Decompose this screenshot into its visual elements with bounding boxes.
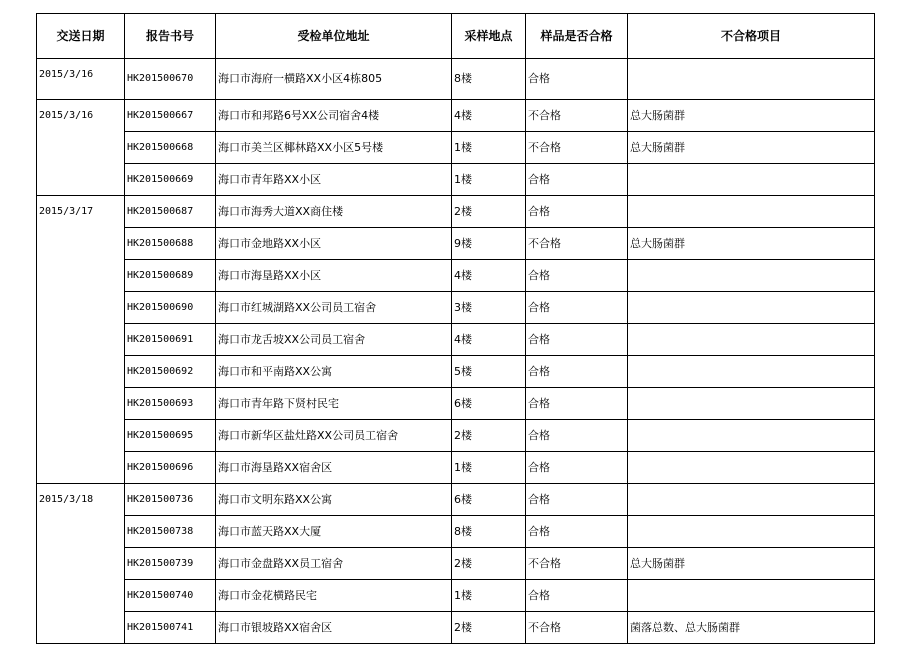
report-number-cell: HK201500692: [125, 356, 216, 388]
sampling-location-cell: 8楼: [452, 516, 526, 548]
report-number-cell: HK201500739: [125, 548, 216, 580]
table-row: [37, 228, 875, 260]
failed-items-cell: 菌落总数、总大肠菌群: [628, 612, 875, 644]
failed-items-cell: [628, 452, 875, 484]
table-row: [37, 612, 875, 644]
address-cell: 海口市金地路XX小区: [216, 228, 452, 260]
qualified-cell: 不合格: [526, 548, 628, 580]
address-cell: 海口市海秀大道XX商住楼: [216, 196, 452, 228]
address-cell: 海口市海垦路XX小区: [216, 260, 452, 292]
qualified-cell: 合格: [526, 292, 628, 324]
sampling-location-cell: 1楼: [452, 452, 526, 484]
sampling-location-cell: 2楼: [452, 612, 526, 644]
address-cell: 海口市银坡路XX宿舍区: [216, 612, 452, 644]
qualified-cell: 不合格: [526, 612, 628, 644]
sampling-location-cell: 2楼: [452, 420, 526, 452]
table-row: [37, 59, 875, 100]
qualified-cell: 合格: [526, 260, 628, 292]
qualified-cell: 合格: [526, 516, 628, 548]
address-cell: 海口市金盘路XX员工宿舍: [216, 548, 452, 580]
header-sample-qualified: 样品是否合格: [526, 14, 628, 59]
table-row: [37, 516, 875, 548]
report-number-cell: HK201500690: [125, 292, 216, 324]
failed-items-cell: [628, 388, 875, 420]
qualified-cell: 合格: [526, 59, 628, 100]
table-row: [37, 196, 875, 228]
inspection-results-table: [36, 13, 875, 644]
qualified-cell: 合格: [526, 580, 628, 612]
failed-items-cell: 总大肠菌群: [628, 100, 875, 132]
address-cell: 海口市和平南路XX公寓: [216, 356, 452, 388]
qualified-cell: 不合格: [526, 100, 628, 132]
sampling-location-cell: 6楼: [452, 388, 526, 420]
sampling-location-cell: 1楼: [452, 580, 526, 612]
report-number-cell: HK201500696: [125, 452, 216, 484]
sampling-location-cell: 4楼: [452, 324, 526, 356]
failed-items-cell: [628, 356, 875, 388]
failed-items-cell: [628, 196, 875, 228]
failed-items-cell: 总大肠菌群: [628, 132, 875, 164]
address-cell: 海口市美兰区椰林路XX小区5号楼: [216, 132, 452, 164]
header-report-number: 报告书号: [125, 14, 216, 59]
delivery-date-cell: 2015/3/16: [37, 100, 125, 196]
qualified-cell: 不合格: [526, 228, 628, 260]
sampling-location-cell: 5楼: [452, 356, 526, 388]
table-row: [37, 356, 875, 388]
report-number-cell: HK201500670: [125, 59, 216, 100]
report-number-cell: HK201500691: [125, 324, 216, 356]
header-delivery-date: 交送日期: [37, 14, 125, 59]
table-row: [37, 452, 875, 484]
table-row: [37, 548, 875, 580]
qualified-cell: 合格: [526, 452, 628, 484]
failed-items-cell: [628, 59, 875, 100]
address-cell: 海口市青年路下贤村民宅: [216, 388, 452, 420]
sampling-location-cell: 4楼: [452, 100, 526, 132]
report-number-cell: HK201500736: [125, 484, 216, 516]
sampling-location-cell: 2楼: [452, 548, 526, 580]
table-body: [37, 59, 875, 644]
failed-items-cell: [628, 484, 875, 516]
report-number-cell: HK201500741: [125, 612, 216, 644]
delivery-date-cell: 2015/3/17: [37, 196, 125, 484]
qualified-cell: 合格: [526, 420, 628, 452]
table-row: [37, 132, 875, 164]
qualified-cell: 合格: [526, 356, 628, 388]
table-row: [37, 324, 875, 356]
failed-items-cell: [628, 292, 875, 324]
report-number-cell: HK201500695: [125, 420, 216, 452]
failed-items-cell: [628, 580, 875, 612]
address-cell: 海口市蓝天路XX大厦: [216, 516, 452, 548]
delivery-date-cell: 2015/3/18: [37, 484, 125, 644]
header-sampling-location: 采样地点: [452, 14, 526, 59]
report-number-cell: HK201500738: [125, 516, 216, 548]
qualified-cell: 不合格: [526, 132, 628, 164]
address-cell: 海口市文明东路XX公寓: [216, 484, 452, 516]
failed-items-cell: 总大肠菌群: [628, 228, 875, 260]
report-number-cell: HK201500688: [125, 228, 216, 260]
failed-items-cell: 总大肠菌群: [628, 548, 875, 580]
address-cell: 海口市海府一横路XX小区4栋805: [216, 59, 452, 100]
sampling-location-cell: 2楼: [452, 196, 526, 228]
delivery-date-cell: 2015/3/16: [37, 59, 125, 100]
table-row: [37, 100, 875, 132]
address-cell: 海口市金花横路民宅: [216, 580, 452, 612]
address-cell: 海口市青年路XX小区: [216, 164, 452, 196]
address-cell: 海口市红城湖路XX公司员工宿舍: [216, 292, 452, 324]
table-row: [37, 260, 875, 292]
failed-items-cell: [628, 324, 875, 356]
failed-items-cell: [628, 516, 875, 548]
failed-items-cell: [628, 420, 875, 452]
header-failed-items: 不合格项目: [628, 14, 875, 59]
sampling-location-cell: 1楼: [452, 132, 526, 164]
sampling-location-cell: 9楼: [452, 228, 526, 260]
qualified-cell: 合格: [526, 484, 628, 516]
report-number-cell: HK201500668: [125, 132, 216, 164]
report-number-cell: HK201500669: [125, 164, 216, 196]
header-inspected-address: 受检单位地址: [216, 14, 452, 59]
report-number-cell: HK201500667: [125, 100, 216, 132]
report-number-cell: HK201500740: [125, 580, 216, 612]
address-cell: 海口市龙舌坡XX公司员工宿舍: [216, 324, 452, 356]
qualified-cell: 合格: [526, 164, 628, 196]
sampling-location-cell: 4楼: [452, 260, 526, 292]
table-row: [37, 164, 875, 196]
failed-items-cell: [628, 260, 875, 292]
report-number-cell: HK201500687: [125, 196, 216, 228]
sampling-location-cell: 1楼: [452, 164, 526, 196]
table-row: [37, 484, 875, 516]
qualified-cell: 合格: [526, 196, 628, 228]
sampling-location-cell: 3楼: [452, 292, 526, 324]
address-cell: 海口市海垦路XX宿舍区: [216, 452, 452, 484]
sampling-location-cell: 6楼: [452, 484, 526, 516]
address-cell: 海口市新华区盐灶路XX公司员工宿舍: [216, 420, 452, 452]
failed-items-cell: [628, 164, 875, 196]
table-row: [37, 420, 875, 452]
table-row: [37, 388, 875, 420]
qualified-cell: 合格: [526, 388, 628, 420]
sampling-location-cell: 8楼: [452, 59, 526, 100]
report-number-cell: HK201500689: [125, 260, 216, 292]
address-cell: 海口市和邦路6号XX公司宿舍4楼: [216, 100, 452, 132]
qualified-cell: 合格: [526, 324, 628, 356]
report-number-cell: HK201500693: [125, 388, 216, 420]
header-row: [37, 14, 875, 59]
table-row: [37, 580, 875, 612]
table-row: [37, 292, 875, 324]
